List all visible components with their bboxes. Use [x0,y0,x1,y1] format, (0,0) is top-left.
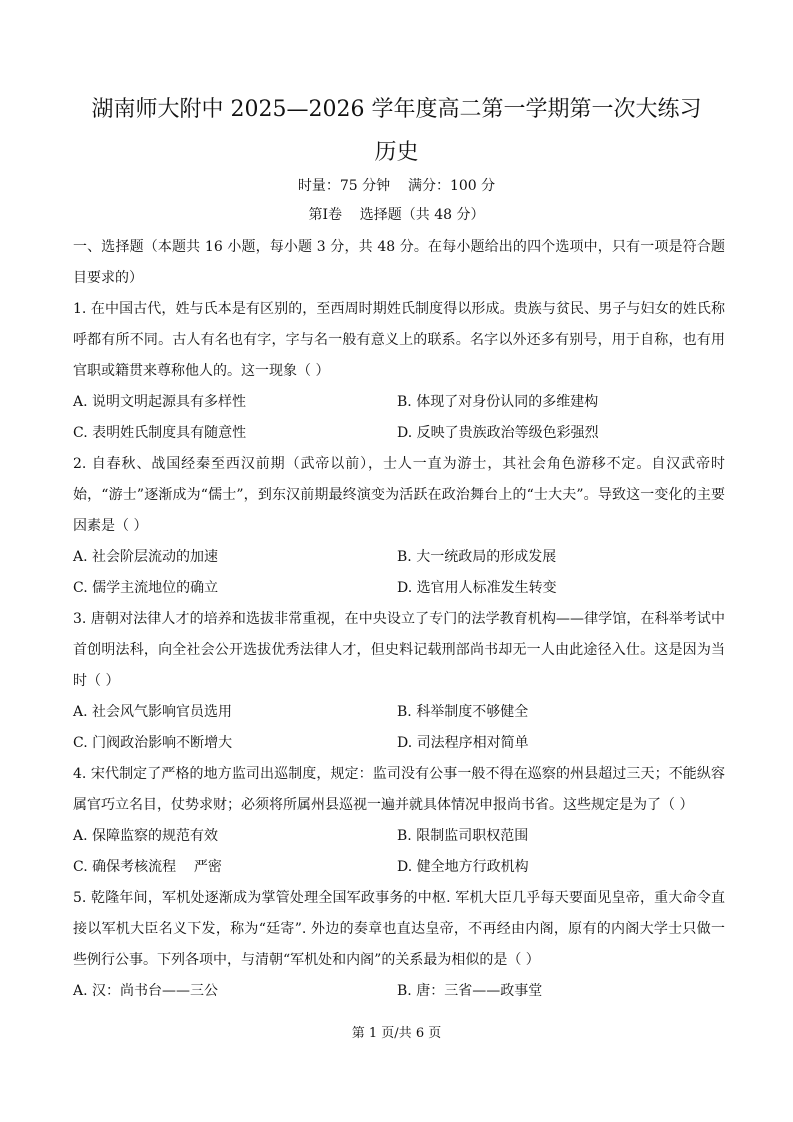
question-stem: 5. 乾隆年间，军机处逐渐成为掌管处理全国军政事务的中枢. 军机大臣几乎每天要面见皇帝，重大命令直接以军机大臣名义下发，称为“廷寄”. 外边的奏章也直达皇帝，不再经由内阁，原有的内阁大学士只做一些例行公事。下列各项中，与清朝“军机处和内阁”的关系最为相似的是（ ） [73,890,725,968]
option-row [73,387,725,418]
option-c: C. 门阀政治影响不断增大 [73,735,233,751]
option-d: D. 健全地方行政机构 [397,859,529,875]
option-d: D. 选官用人标准发生转变 [397,580,557,596]
option-a: A. 社会阶层流动的加速 [73,549,219,565]
question-3 [73,604,725,759]
option-b: B. 体现了对身份认同的多维建构 [397,394,599,410]
question-2 [73,449,725,604]
exam-body [73,232,725,1007]
option-row [73,697,725,728]
option-a: A. 说明文明起源具有多样性 [73,394,247,410]
option-c: C. 确保考核流程 严密 [73,859,222,875]
question-stem: 4. 宋代制定了严格的地方监司出巡制度，规定：监司没有公事一般不得在巡察的州县超过三天；不能纵容属官巧立名目，仗势求财；必须将所属州县巡视一遍并就具体情况申报尚书省。这些规定是为了（ ） [73,766,725,813]
question-1 [73,294,725,449]
option-row [73,573,725,604]
option-b: B. 科举制度不够健全 [397,704,529,720]
exam-title: 湖南师大附中 2025—2026 学年度高二第一学期第一次大练习 [91,97,702,122]
question-stem: 3. 唐朝对法律人才的培养和选拔非常重视，在中央设立了专门的法学教育机构——律学馆，在科举考试中首创明法科，向全社会公开选拔优秀法律人才，但史料记载刑部尚书却无一人由此途径入仕。这是因为当时（ ） [73,611,725,689]
option-row [73,542,725,573]
option-a: A. 社会风气影响官员选用 [73,704,233,720]
page-number: 第 1 页/共 6 页 [351,1026,442,1041]
option-c: C. 表明姓氏制度具有随意性 [73,425,247,441]
section-instructions: 一、选择题（本题共 16 小题，每小题 3 分，共 48 分。在每小题给出的四个选项中，只有一项是符合题目要求的） [73,239,725,286]
option-row [73,418,725,449]
option-d: D. 司法程序相对简单 [397,735,529,751]
volume-heading: 第Ⅰ卷 选择题（共 48 分） [308,207,485,223]
option-row [73,976,725,1007]
question-stem: 2. 自春秋、战国经秦至西汉前期（武帝以前），士人一直为游士，其社会角色游移不定。自汉武帝时始，“游士”逐渐成为“儒士”，到东汉前期最终演变为活跃在政治舞台上的“士大夫”。导致这一变化的主要因素是（ ） [73,456,725,534]
option-b: B. 唐：三省——政事堂 [397,983,543,999]
subject-title: 历史 [374,140,419,165]
question-5 [73,883,725,1007]
option-c: C. 儒学主流地位的确立 [73,580,219,596]
option-row [73,852,725,883]
question-4 [73,759,725,883]
option-row [73,821,725,852]
option-d: D. 反映了贵族政治等级色彩强烈 [397,425,599,441]
question-stem: 1. 在中国古代，姓与氏本是有区别的，至西周时期姓氏制度得以形成。贵族与贫民、男子与妇女的姓氏称呼都有所不同。古人有名也有字，字与名一般有意义上的联系。名字以外还多有别号，用于自称，也有用官职或籍贯来尊称他人的。这一现象（ ） [73,301,725,379]
option-a: A. 保障监察的规范有效 [73,828,219,844]
option-b: B. 限制监司职权范围 [397,828,529,844]
option-a: A. 汉：尚书台——三公 [73,983,219,999]
option-row [73,728,725,759]
exam-time-score: 时量：75 分钟 满分：100 分 [297,178,496,194]
option-b: B. 大一统政局的形成发展 [397,549,557,565]
